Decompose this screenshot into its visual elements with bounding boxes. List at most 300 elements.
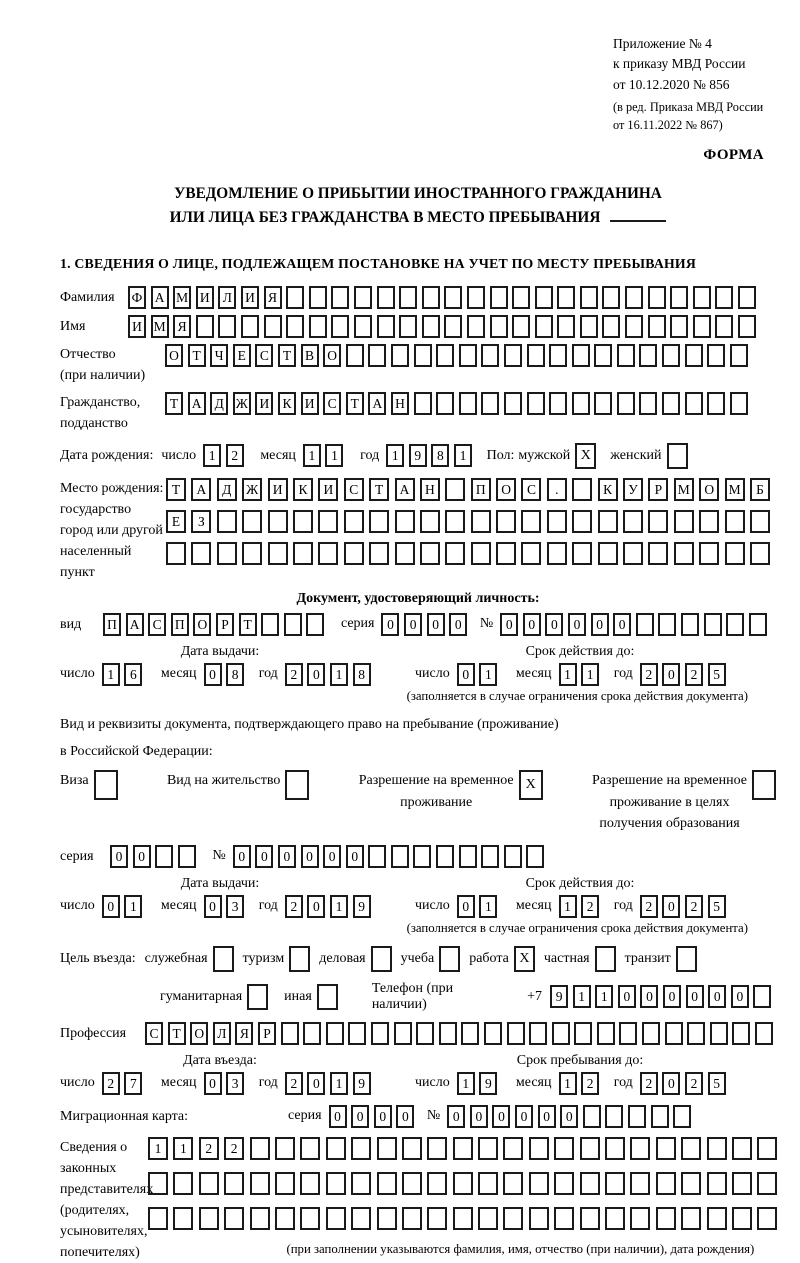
char-box[interactable] bbox=[478, 1137, 498, 1160]
char-box[interactable]: Н bbox=[420, 478, 440, 501]
char-box[interactable] bbox=[326, 1022, 344, 1045]
char-box[interactable]: 0 bbox=[591, 613, 609, 636]
char-box[interactable]: 7 bbox=[124, 1072, 142, 1095]
char-box[interactable]: Н bbox=[391, 392, 409, 415]
char-box[interactable] bbox=[605, 1172, 625, 1195]
char-box[interactable] bbox=[191, 542, 211, 565]
sex-male-checkbox[interactable]: X bbox=[575, 443, 596, 469]
char-box[interactable] bbox=[594, 392, 612, 415]
char-box[interactable] bbox=[656, 1137, 676, 1160]
char-box[interactable] bbox=[306, 613, 324, 636]
char-box[interactable] bbox=[300, 1137, 320, 1160]
residence-permit-checkbox[interactable] bbox=[285, 770, 309, 800]
char-box[interactable] bbox=[250, 1207, 270, 1230]
char-box[interactable] bbox=[459, 392, 477, 415]
char-box[interactable] bbox=[224, 1207, 244, 1230]
char-box[interactable] bbox=[707, 1172, 727, 1195]
char-box[interactable] bbox=[630, 1207, 650, 1230]
char-box[interactable]: 1 bbox=[330, 663, 348, 686]
char-box[interactable] bbox=[173, 1207, 193, 1230]
char-box[interactable]: И bbox=[241, 286, 259, 309]
char-box[interactable] bbox=[527, 344, 545, 367]
char-box[interactable] bbox=[478, 1207, 498, 1230]
char-box[interactable]: 6 bbox=[124, 663, 142, 686]
char-box[interactable] bbox=[394, 1022, 412, 1045]
char-box[interactable] bbox=[681, 613, 699, 636]
char-box[interactable] bbox=[439, 1022, 457, 1045]
char-box[interactable] bbox=[504, 344, 522, 367]
char-box[interactable]: 3 bbox=[226, 895, 244, 918]
char-box[interactable] bbox=[512, 286, 530, 309]
char-box[interactable]: 0 bbox=[492, 1105, 510, 1128]
char-box[interactable]: С bbox=[148, 613, 166, 636]
char-box[interactable]: 1 bbox=[386, 444, 404, 467]
char-box[interactable]: 3 bbox=[226, 1072, 244, 1095]
char-box[interactable] bbox=[598, 510, 618, 533]
char-box[interactable] bbox=[354, 286, 372, 309]
char-box[interactable] bbox=[658, 613, 676, 636]
char-box[interactable]: 9 bbox=[353, 1072, 371, 1095]
char-box[interactable] bbox=[732, 1137, 752, 1160]
char-box[interactable]: Л bbox=[218, 286, 236, 309]
char-box[interactable] bbox=[710, 1022, 728, 1045]
char-box[interactable] bbox=[580, 1172, 600, 1195]
char-box[interactable] bbox=[309, 315, 327, 338]
char-box[interactable]: 0 bbox=[307, 895, 325, 918]
char-box[interactable]: Е bbox=[166, 510, 186, 533]
char-box[interactable] bbox=[715, 315, 733, 338]
char-box[interactable] bbox=[693, 315, 711, 338]
char-box[interactable] bbox=[704, 613, 722, 636]
char-box[interactable]: 0 bbox=[204, 663, 222, 686]
char-box[interactable]: З bbox=[191, 510, 211, 533]
char-box[interactable]: 0 bbox=[470, 1105, 488, 1128]
char-box[interactable] bbox=[639, 392, 657, 415]
char-box[interactable] bbox=[331, 286, 349, 309]
char-box[interactable]: 5 bbox=[708, 663, 726, 686]
char-box[interactable] bbox=[549, 392, 567, 415]
char-box[interactable] bbox=[402, 1207, 422, 1230]
char-box[interactable]: 0 bbox=[515, 1105, 533, 1128]
purpose-private-checkbox[interactable] bbox=[595, 946, 616, 972]
char-box[interactable] bbox=[459, 344, 477, 367]
char-box[interactable] bbox=[572, 542, 592, 565]
char-box[interactable]: А bbox=[191, 478, 211, 501]
char-box[interactable]: А bbox=[151, 286, 169, 309]
char-box[interactable]: П bbox=[171, 613, 189, 636]
char-box[interactable] bbox=[503, 1172, 523, 1195]
char-box[interactable] bbox=[496, 542, 516, 565]
char-box[interactable] bbox=[699, 510, 719, 533]
char-box[interactable]: 2 bbox=[685, 895, 703, 918]
char-box[interactable] bbox=[707, 1207, 727, 1230]
char-box[interactable] bbox=[583, 1105, 601, 1128]
char-box[interactable]: 1 bbox=[573, 985, 591, 1008]
char-box[interactable]: 9 bbox=[479, 1072, 497, 1095]
char-box[interactable] bbox=[715, 286, 733, 309]
char-box[interactable] bbox=[554, 1207, 574, 1230]
char-box[interactable]: 1 bbox=[325, 444, 343, 467]
char-box[interactable] bbox=[326, 1207, 346, 1230]
char-box[interactable] bbox=[436, 845, 454, 868]
char-box[interactable]: В bbox=[301, 344, 319, 367]
char-box[interactable]: 0 bbox=[663, 985, 681, 1008]
char-box[interactable]: 2 bbox=[581, 1072, 599, 1095]
char-box[interactable] bbox=[557, 286, 575, 309]
char-box[interactable] bbox=[619, 1022, 637, 1045]
char-box[interactable]: С bbox=[344, 478, 364, 501]
char-box[interactable] bbox=[351, 1172, 371, 1195]
char-box[interactable] bbox=[707, 1137, 727, 1160]
char-box[interactable] bbox=[481, 845, 499, 868]
char-box[interactable]: 0 bbox=[307, 663, 325, 686]
char-box[interactable]: 0 bbox=[427, 613, 445, 636]
char-box[interactable] bbox=[351, 1137, 371, 1160]
char-box[interactable] bbox=[507, 1022, 525, 1045]
char-box[interactable] bbox=[286, 286, 304, 309]
char-box[interactable] bbox=[648, 542, 668, 565]
char-box[interactable] bbox=[331, 315, 349, 338]
char-box[interactable] bbox=[453, 1172, 473, 1195]
char-box[interactable]: 9 bbox=[409, 444, 427, 467]
char-box[interactable]: 0 bbox=[560, 1105, 578, 1128]
char-box[interactable]: 2 bbox=[640, 1072, 658, 1095]
char-box[interactable] bbox=[293, 542, 313, 565]
char-box[interactable] bbox=[648, 315, 666, 338]
char-box[interactable] bbox=[572, 478, 592, 501]
char-box[interactable] bbox=[148, 1172, 168, 1195]
char-box[interactable] bbox=[354, 315, 372, 338]
char-box[interactable] bbox=[478, 1172, 498, 1195]
char-box[interactable]: 0 bbox=[255, 845, 273, 868]
char-box[interactable] bbox=[369, 542, 389, 565]
char-box[interactable] bbox=[730, 344, 748, 367]
char-box[interactable]: Л bbox=[213, 1022, 231, 1045]
char-box[interactable] bbox=[148, 1207, 168, 1230]
char-box[interactable]: 0 bbox=[731, 985, 749, 1008]
char-box[interactable] bbox=[377, 1137, 397, 1160]
char-box[interactable]: 0 bbox=[133, 845, 151, 868]
char-box[interactable] bbox=[344, 510, 364, 533]
char-box[interactable] bbox=[503, 1207, 523, 1230]
char-box[interactable]: 1 bbox=[173, 1137, 193, 1160]
char-box[interactable] bbox=[268, 542, 288, 565]
char-box[interactable] bbox=[529, 1172, 549, 1195]
char-box[interactable]: 1 bbox=[203, 444, 221, 467]
char-box[interactable]: 5 bbox=[708, 1072, 726, 1095]
char-box[interactable] bbox=[242, 510, 262, 533]
char-box[interactable] bbox=[526, 845, 544, 868]
char-box[interactable] bbox=[521, 542, 541, 565]
char-box[interactable]: О bbox=[699, 478, 719, 501]
char-box[interactable] bbox=[490, 315, 508, 338]
char-box[interactable] bbox=[326, 1137, 346, 1160]
char-box[interactable]: 0 bbox=[351, 1105, 369, 1128]
char-box[interactable] bbox=[444, 286, 462, 309]
char-box[interactable] bbox=[630, 1137, 650, 1160]
char-box[interactable]: М bbox=[725, 478, 745, 501]
char-box[interactable] bbox=[726, 613, 744, 636]
char-box[interactable] bbox=[685, 344, 703, 367]
char-box[interactable] bbox=[504, 392, 522, 415]
char-box[interactable] bbox=[725, 542, 745, 565]
char-box[interactable] bbox=[639, 344, 657, 367]
char-box[interactable]: И bbox=[196, 286, 214, 309]
char-box[interactable] bbox=[371, 1022, 389, 1045]
char-box[interactable] bbox=[275, 1172, 295, 1195]
char-box[interactable] bbox=[166, 542, 186, 565]
purpose-official-checkbox[interactable] bbox=[213, 946, 234, 972]
char-box[interactable] bbox=[318, 542, 338, 565]
char-box[interactable] bbox=[521, 510, 541, 533]
char-box[interactable] bbox=[445, 542, 465, 565]
char-box[interactable] bbox=[552, 1022, 570, 1045]
char-box[interactable] bbox=[580, 1207, 600, 1230]
char-box[interactable]: 1 bbox=[148, 1137, 168, 1160]
char-box[interactable] bbox=[504, 845, 522, 868]
char-box[interactable]: 0 bbox=[329, 1105, 347, 1128]
char-box[interactable] bbox=[732, 1207, 752, 1230]
char-box[interactable] bbox=[413, 845, 431, 868]
char-box[interactable]: 2 bbox=[102, 1072, 120, 1095]
char-box[interactable] bbox=[547, 510, 567, 533]
char-box[interactable]: 9 bbox=[550, 985, 568, 1008]
char-box[interactable] bbox=[580, 286, 598, 309]
char-box[interactable] bbox=[656, 1172, 676, 1195]
char-box[interactable]: 0 bbox=[662, 895, 680, 918]
char-box[interactable] bbox=[750, 510, 770, 533]
char-box[interactable] bbox=[348, 1022, 366, 1045]
char-box[interactable] bbox=[391, 344, 409, 367]
char-box[interactable] bbox=[281, 1022, 299, 1045]
char-box[interactable] bbox=[369, 510, 389, 533]
char-box[interactable] bbox=[732, 1172, 752, 1195]
char-box[interactable]: 2 bbox=[199, 1137, 219, 1160]
char-box[interactable] bbox=[453, 1137, 473, 1160]
char-box[interactable] bbox=[264, 315, 282, 338]
char-box[interactable]: П bbox=[103, 613, 121, 636]
char-box[interactable]: Я bbox=[173, 315, 191, 338]
char-box[interactable] bbox=[275, 1137, 295, 1160]
char-box[interactable]: И bbox=[301, 392, 319, 415]
char-box[interactable] bbox=[757, 1137, 777, 1160]
char-box[interactable] bbox=[628, 1105, 646, 1128]
char-box[interactable] bbox=[738, 286, 756, 309]
char-box[interactable]: 8 bbox=[353, 663, 371, 686]
char-box[interactable] bbox=[377, 1172, 397, 1195]
char-box[interactable]: О bbox=[193, 613, 211, 636]
char-box[interactable]: 0 bbox=[457, 663, 475, 686]
char-box[interactable]: 0 bbox=[449, 613, 467, 636]
char-box[interactable] bbox=[665, 1022, 683, 1045]
char-box[interactable]: 0 bbox=[102, 895, 120, 918]
char-box[interactable]: 1 bbox=[595, 985, 613, 1008]
char-box[interactable] bbox=[422, 286, 440, 309]
char-box[interactable] bbox=[674, 542, 694, 565]
char-box[interactable]: Т bbox=[346, 392, 364, 415]
char-box[interactable]: 0 bbox=[301, 845, 319, 868]
char-box[interactable] bbox=[681, 1137, 701, 1160]
char-box[interactable] bbox=[707, 344, 725, 367]
char-box[interactable] bbox=[730, 392, 748, 415]
char-box[interactable]: М bbox=[151, 315, 169, 338]
char-box[interactable]: Я bbox=[235, 1022, 253, 1045]
char-box[interactable]: 2 bbox=[285, 895, 303, 918]
char-box[interactable] bbox=[605, 1207, 625, 1230]
char-box[interactable] bbox=[574, 1022, 592, 1045]
char-box[interactable]: 0 bbox=[640, 985, 658, 1008]
char-box[interactable] bbox=[445, 478, 465, 501]
char-box[interactable]: 0 bbox=[447, 1105, 465, 1128]
char-box[interactable] bbox=[217, 542, 237, 565]
char-box[interactable]: М bbox=[674, 478, 694, 501]
char-box[interactable]: С bbox=[145, 1022, 163, 1045]
char-box[interactable]: 2 bbox=[224, 1137, 244, 1160]
char-box[interactable] bbox=[580, 1137, 600, 1160]
char-box[interactable]: А bbox=[188, 392, 206, 415]
char-box[interactable]: 0 bbox=[204, 895, 222, 918]
char-box[interactable]: 0 bbox=[381, 613, 399, 636]
char-box[interactable] bbox=[512, 315, 530, 338]
char-box[interactable] bbox=[199, 1172, 219, 1195]
char-box[interactable] bbox=[275, 1207, 295, 1230]
char-box[interactable]: К bbox=[278, 392, 296, 415]
char-box[interactable]: 1 bbox=[330, 1072, 348, 1095]
char-box[interactable]: А bbox=[126, 613, 144, 636]
purpose-tourism-checkbox[interactable] bbox=[289, 946, 310, 972]
char-box[interactable] bbox=[250, 1172, 270, 1195]
char-box[interactable] bbox=[572, 344, 590, 367]
char-box[interactable]: 1 bbox=[330, 895, 348, 918]
char-box[interactable] bbox=[436, 392, 454, 415]
char-box[interactable]: 2 bbox=[581, 895, 599, 918]
char-box[interactable] bbox=[529, 1137, 549, 1160]
char-box[interactable] bbox=[681, 1172, 701, 1195]
char-box[interactable] bbox=[241, 315, 259, 338]
char-box[interactable] bbox=[662, 344, 680, 367]
char-box[interactable] bbox=[199, 1207, 219, 1230]
char-box[interactable]: А bbox=[395, 478, 415, 501]
char-box[interactable] bbox=[594, 344, 612, 367]
char-box[interactable] bbox=[395, 542, 415, 565]
char-box[interactable] bbox=[422, 315, 440, 338]
char-box[interactable] bbox=[399, 315, 417, 338]
char-box[interactable] bbox=[453, 1207, 473, 1230]
char-box[interactable] bbox=[420, 542, 440, 565]
char-box[interactable]: 0 bbox=[568, 613, 586, 636]
char-box[interactable] bbox=[617, 344, 635, 367]
char-box[interactable]: . bbox=[547, 478, 567, 501]
char-box[interactable] bbox=[757, 1207, 777, 1230]
purpose-study-checkbox[interactable] bbox=[439, 946, 460, 972]
char-box[interactable] bbox=[377, 286, 395, 309]
char-box[interactable] bbox=[749, 613, 767, 636]
char-box[interactable] bbox=[326, 1172, 346, 1195]
char-box[interactable] bbox=[484, 1022, 502, 1045]
char-box[interactable]: 0 bbox=[662, 663, 680, 686]
char-box[interactable] bbox=[346, 344, 364, 367]
education-residence-checkbox[interactable] bbox=[752, 770, 776, 800]
char-box[interactable] bbox=[681, 1207, 701, 1230]
char-box[interactable]: Р bbox=[648, 478, 668, 501]
char-box[interactable]: 1 bbox=[454, 444, 472, 467]
char-box[interactable]: 1 bbox=[559, 663, 577, 686]
char-box[interactable] bbox=[662, 392, 680, 415]
char-box[interactable] bbox=[471, 510, 491, 533]
char-box[interactable]: 0 bbox=[613, 613, 631, 636]
char-box[interactable] bbox=[642, 1022, 660, 1045]
char-box[interactable]: 0 bbox=[346, 845, 364, 868]
char-box[interactable]: 0 bbox=[708, 985, 726, 1008]
char-box[interactable] bbox=[572, 510, 592, 533]
char-box[interactable] bbox=[217, 510, 237, 533]
char-box[interactable] bbox=[572, 392, 590, 415]
char-box[interactable]: С bbox=[255, 344, 273, 367]
char-box[interactable] bbox=[303, 1022, 321, 1045]
char-box[interactable] bbox=[547, 542, 567, 565]
char-box[interactable]: С bbox=[323, 392, 341, 415]
char-box[interactable] bbox=[351, 1207, 371, 1230]
purpose-humanitarian-checkbox[interactable] bbox=[247, 984, 268, 1010]
char-box[interactable] bbox=[250, 1137, 270, 1160]
char-box[interactable]: Т bbox=[166, 478, 186, 501]
char-box[interactable] bbox=[651, 1105, 669, 1128]
char-box[interactable] bbox=[557, 315, 575, 338]
char-box[interactable] bbox=[554, 1137, 574, 1160]
char-box[interactable] bbox=[467, 315, 485, 338]
char-box[interactable] bbox=[670, 315, 688, 338]
char-box[interactable] bbox=[602, 286, 620, 309]
char-box[interactable] bbox=[699, 542, 719, 565]
char-box[interactable]: 8 bbox=[431, 444, 449, 467]
char-box[interactable]: 1 bbox=[124, 895, 142, 918]
temporary-residence-checkbox[interactable]: X bbox=[519, 770, 543, 800]
char-box[interactable] bbox=[670, 286, 688, 309]
char-box[interactable] bbox=[196, 315, 214, 338]
char-box[interactable] bbox=[377, 1207, 397, 1230]
char-box[interactable]: 1 bbox=[102, 663, 120, 686]
char-box[interactable] bbox=[481, 392, 499, 415]
char-box[interactable] bbox=[630, 1172, 650, 1195]
char-box[interactable]: С bbox=[521, 478, 541, 501]
char-box[interactable]: 0 bbox=[307, 1072, 325, 1095]
char-box[interactable]: Я bbox=[264, 286, 282, 309]
char-box[interactable]: И bbox=[268, 478, 288, 501]
char-box[interactable]: 1 bbox=[581, 663, 599, 686]
sex-female-checkbox[interactable] bbox=[667, 443, 688, 469]
char-box[interactable] bbox=[318, 510, 338, 533]
char-box[interactable]: Ч bbox=[210, 344, 228, 367]
char-box[interactable] bbox=[242, 542, 262, 565]
char-box[interactable]: 1 bbox=[479, 663, 497, 686]
char-box[interactable] bbox=[685, 392, 703, 415]
char-box[interactable]: Т bbox=[278, 344, 296, 367]
char-box[interactable]: 0 bbox=[500, 613, 518, 636]
char-box[interactable] bbox=[218, 315, 236, 338]
char-box[interactable] bbox=[377, 315, 395, 338]
char-box[interactable] bbox=[535, 286, 553, 309]
char-box[interactable]: Т bbox=[369, 478, 389, 501]
char-box[interactable]: 5 bbox=[708, 895, 726, 918]
char-box[interactable] bbox=[527, 392, 545, 415]
char-box[interactable] bbox=[598, 542, 618, 565]
char-box[interactable] bbox=[535, 315, 553, 338]
char-box[interactable] bbox=[416, 1022, 434, 1045]
char-box[interactable] bbox=[597, 1022, 615, 1045]
char-box[interactable]: Е bbox=[233, 344, 251, 367]
char-box[interactable] bbox=[625, 315, 643, 338]
char-box[interactable]: 0 bbox=[618, 985, 636, 1008]
